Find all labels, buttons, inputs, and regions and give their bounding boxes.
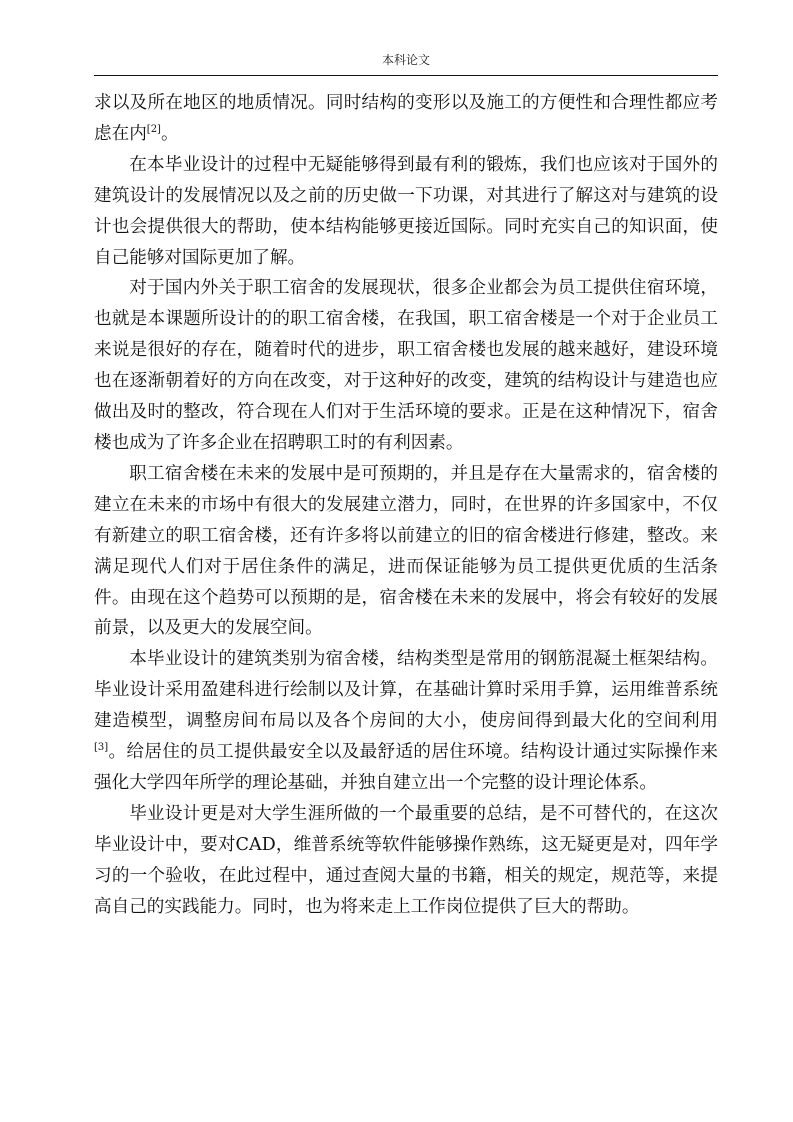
paragraph-5 bbox=[94, 644, 718, 799]
paragraph-2: 在本毕业设计的过程中无疑能够得到最有利的锻炼，我们也应该对于国外的建筑设计的发展情况以及之前的历史做一下功课，对其进行了解这对与建筑的设计也会提供很大的帮助，使本结构能够更接近国际。同时充实自己的知识面，使自己能够对国际更加了解。 bbox=[94, 154, 718, 268]
citation-3: [3] bbox=[94, 742, 109, 754]
paragraph-5-text: 本毕业设计的建筑类别为宿舍楼，结构类型是常用的钢筋混凝土框架结构。毕业设计采用盈建科进行绘制以及计算，在基础计算时采用手算，运用维普系统建造模型，调整房间布局以及各个房间的大小，使房间得到最大化的空间利用 bbox=[94, 649, 718, 732]
paragraph-1 bbox=[94, 88, 718, 150]
citation-2: [2] bbox=[146, 124, 161, 136]
paragraph-6: 毕业设计更是对大学生涯所做的一个最重要的总结，是不可替代的，在这次毕业设计中，要对CAD，维普系统等软件能够操作熟练，这无疑更是对，四年学习的一个验收，在此过程中，通过查阅大量的书籍，相关的规定，规范等，来提高自己的实践能力。同时，也为将来走上工作岗位提供了巨大的帮助。 bbox=[94, 803, 718, 917]
paragraph-5-tail: 。给居住的员工提供最安全以及最舒适的居住环境。结构设计通过实际操作来强化大学四年所学的理论基础，并独自建立出一个完整的设计理论体系。 bbox=[94, 742, 718, 793]
page-header-title: 本科论文 bbox=[381, 53, 430, 67]
paragraph-1-text: 求以及所在地区的地质情况。同时结构的变形以及施工的方便性和合理性都应考虑在内 bbox=[94, 93, 718, 144]
document-body bbox=[94, 88, 718, 922]
header-divider bbox=[94, 75, 718, 76]
paragraph-1-tail: 。 bbox=[160, 123, 179, 144]
paragraph-4: 职工宿舍楼在未来的发展中是可预期的，并且是存在大量需求的，宿舍楼的建立在未来的市场中有很大的发展建立潜力，同时，在世界的许多国家中，不仅有新建立的职工宿舍楼，还有许多将以前建立的旧的宿舍楼进行修建，整改。来满足现代人们对于居住条件的满足，进而保证能够为员工提供更优质的生活条件。由现在这个趋势可以预期的是，宿舍楼在未来的发展中，将会有较好的发展前景，以及更大的发展空间。 bbox=[94, 463, 718, 639]
paragraph-3: 对于国内外关于职工宿舍的发展现状，很多企业都会为员工提供住宿环境，也就是本课题所设计的的职工宿舍楼，在我国，职工宿舍楼是一个对于企业员工来说是很好的存在，随着时代的进步，职工宿舍楼也发展的越来越好，建设环境也在逐渐朝着好的方向在改变，对于这种好的改变，建筑的结构设计与建造也应做出及时的整改，符合现在人们对于生活环境的要求。正是在这种情况下，宿舍楼也成为了许多企业在招聘职工时的有利因素。 bbox=[94, 278, 718, 453]
